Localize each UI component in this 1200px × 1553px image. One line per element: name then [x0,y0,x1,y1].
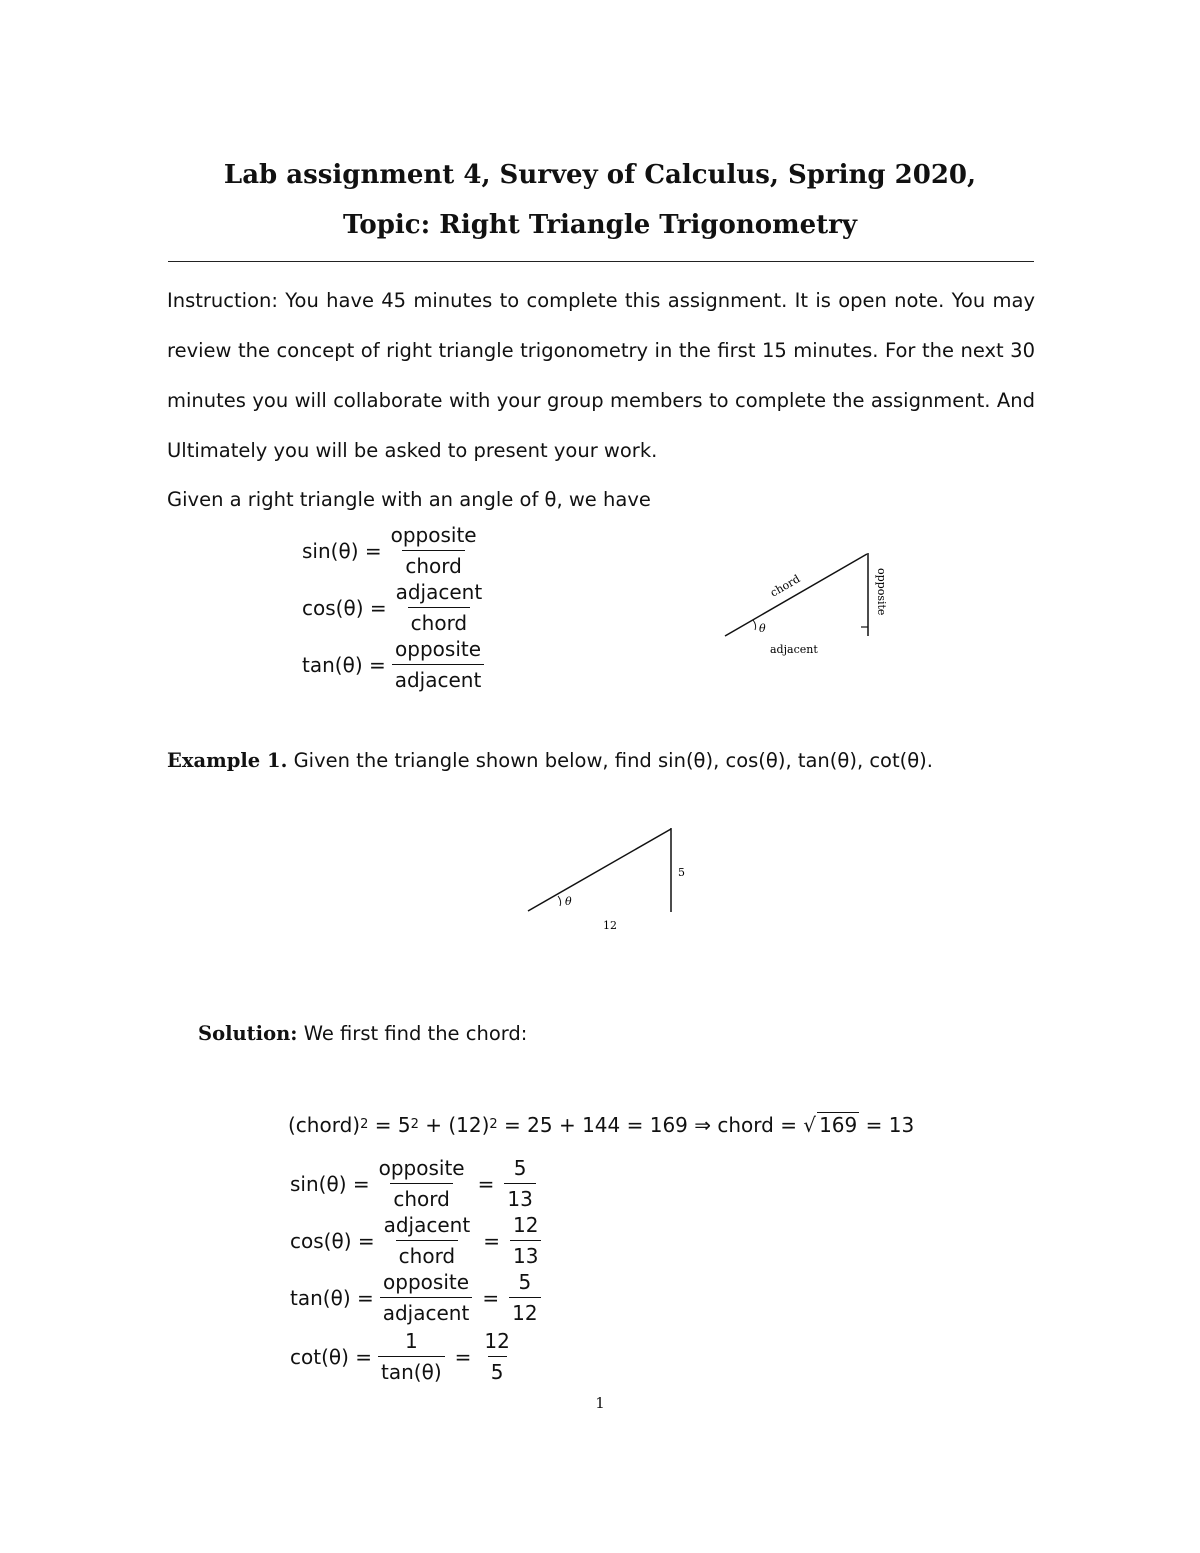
fraction [481,1328,512,1385]
hypotenuse-line [528,829,671,911]
denominator: chord [402,550,464,579]
denominator: 12 [509,1297,540,1326]
denominator: adjacent [380,1297,473,1326]
equals-sign: = [477,1171,495,1196]
denominator: 13 [510,1240,541,1269]
adjacent-label: 12 [603,919,617,932]
angle-label: θ [759,622,766,635]
result-lhs: sin(θ) = [290,1171,370,1196]
example-label: Example 1. [167,749,288,772]
numerator: 5 [513,1156,527,1180]
chord-eq-term: + (12) [418,1112,490,1137]
equals-sign: = [483,1228,500,1253]
opposite-label: 5 [678,866,685,879]
numerator: 12 [512,1213,539,1237]
angle-label: θ [565,895,572,908]
numerator: 12 [484,1329,510,1353]
definition-lhs: cos(θ) = [302,595,387,620]
numerator: adjacent [395,580,483,604]
numerator: opposite [378,1156,465,1180]
fraction [510,1212,541,1269]
result-cot [290,1328,519,1385]
definition-sin [302,522,486,579]
page-title-line1: Lab assignment 4, Survey of Calculus, Spring 2020, [223,160,977,190]
intro-text: Given a right triangle with an angle of θ, we have [167,488,651,511]
solution-label: Solution: [198,1022,298,1045]
equals-sign: = [482,1285,500,1310]
fraction [392,636,485,693]
solution-text: We first find the chord: [303,1022,528,1045]
fraction [378,1328,445,1385]
denominator: 5 [488,1356,507,1385]
chord-eq-result: = 13 [859,1112,915,1137]
triangle-diagram-5-12 [520,820,700,938]
definition-cos [302,579,491,636]
denominator: 13 [504,1183,535,1212]
fraction [381,1212,474,1269]
result-lhs: tan(θ) = [290,1285,374,1310]
example-1 [167,749,933,772]
triangle-diagram-labeled [715,545,895,665]
page-title-line2: Topic: Right Triangle Trigonometry [343,210,857,240]
denominator: chord [408,607,470,636]
instruction-paragraph: Instruction: You have 45 minutes to complete this assignment. It is open note. You may review the concept of right triangle trigonometry in the first 15 minutes. For the next 30 minutes you will collaborate with your group members to complete the assignment. And Ultimately you will be asked to present your work. [167,289,1035,462]
denominator: chord [396,1240,458,1269]
numerator: 5 [518,1270,532,1294]
definition-lhs: sin(θ) = [302,538,382,563]
chord-eq-term: = 25 + 144 = 169 ⇒ chord = √ [497,1112,817,1137]
numerator: adjacent [383,1213,471,1237]
result-cos [290,1212,547,1269]
fraction [504,1155,535,1212]
fraction [380,1269,473,1326]
chord-eq-term: = 5 [368,1112,411,1137]
denominator: chord [390,1183,452,1212]
chord-eq-lhs: (chord) [288,1112,361,1137]
opposite-label: opposite [875,568,888,616]
denominator: adjacent [392,664,485,693]
fraction [388,522,480,579]
numerator: opposite [395,637,482,661]
denominator: tan(θ) [378,1356,445,1385]
result-tan [290,1269,547,1326]
equals-sign: = [454,1344,472,1369]
angle-arc [558,896,561,906]
example-text: Given the triangle shown below, find sin(θ), cos(θ), tan(θ), cot(θ). [293,749,933,772]
numerator: opposite [383,1270,470,1294]
angle-arc [753,620,756,630]
fraction [376,1155,468,1212]
fraction [509,1269,540,1326]
hypotenuse-label: chord [768,572,803,600]
title-rule [168,261,1034,262]
radicand: 169 [819,1113,858,1137]
adjacent-label: adjacent [770,643,818,656]
numerator: opposite [390,523,477,547]
definition-tan [302,636,490,693]
fraction [393,579,486,636]
result-lhs: cot(θ) = [290,1344,373,1369]
hypotenuse-line [725,554,867,636]
page-number: 1 [595,1394,605,1412]
solution-intro [198,1022,527,1045]
definition-lhs: tan(θ) = [302,652,386,677]
chord-equation: (chord) 2 = 5 2 + (12) 2 = 25 + 144 = 169 ⇒ chord = √ 169 = 13 [288,1112,915,1137]
result-sin [290,1155,542,1212]
result-lhs: cos(θ) = [290,1228,375,1253]
numerator: 1 [404,1329,418,1353]
